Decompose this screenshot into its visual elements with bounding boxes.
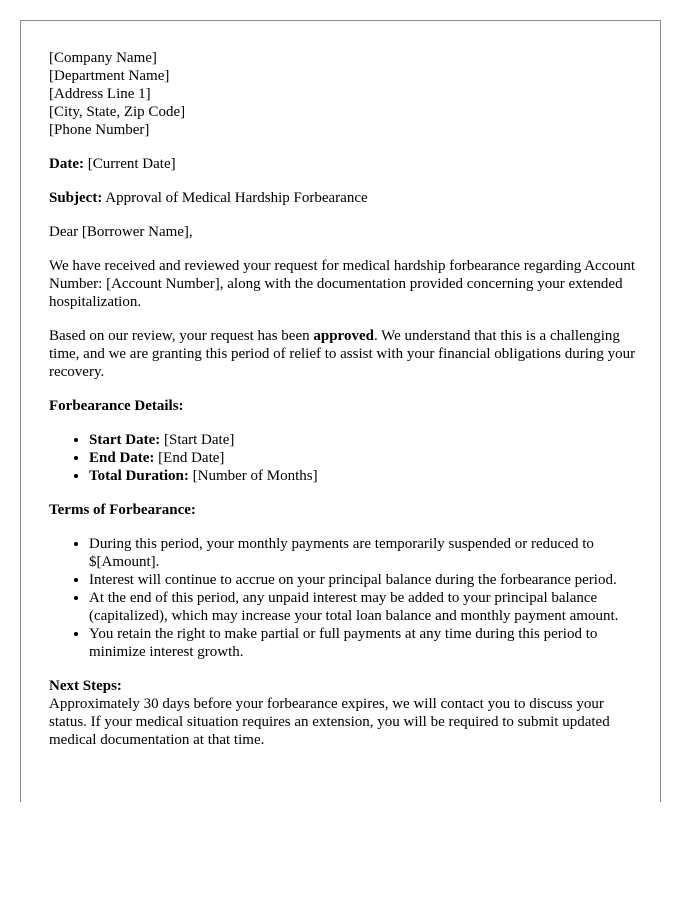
paragraph-approval — [49, 327, 639, 381]
details-item-end-date — [89, 449, 639, 467]
phone-number: [Phone Number] — [49, 122, 150, 138]
approval-text-after: . We understand that this is a challenging time, and we are granting this period of relief to assist with your financial obligations during your recovery. — [49, 328, 636, 380]
details-item-start-date — [89, 431, 639, 449]
terms-item: • You retain the right to make partial or full payments at any time during this period to minimize interest growth. — [89, 625, 639, 661]
next-steps-body: Approximately 30 days before your forbearance expires, we will contact you to discuss your status. If your medical situation requires an extension, you will be required to submit updated medical documentation at that time. — [49, 696, 610, 748]
details-item-label: End Date: — [89, 450, 155, 466]
details-item-value: [End Date] — [154, 450, 225, 466]
approval-bold: approved — [313, 328, 374, 344]
terms-heading: Terms of Forbearance: — [49, 502, 196, 518]
letter-page — [20, 20, 661, 802]
details-item-label: Total Duration: — [89, 468, 189, 484]
date-value: [Current Date] — [83, 156, 176, 172]
subject-value: Approval of Medical Hardship Forbearance — [102, 190, 368, 206]
forbearance-details-list — [49, 431, 639, 485]
forbearance-details-heading: Forbearance Details: — [49, 398, 184, 414]
greeting: Dear [Borrower Name], — [49, 224, 193, 240]
paragraph-request-received: We have received and reviewed your request for medical hardship forbearance regarding Account Number: [Account Number], along with the documentation provided concerning your extended hospitalization. — [49, 258, 636, 310]
details-item-label: Start Date: — [89, 432, 161, 448]
sender-address — [49, 49, 639, 139]
city-state-zip: [City, State, Zip Code] — [49, 104, 186, 120]
next-steps-heading: Next Steps: — [49, 678, 122, 694]
details-item-total-duration — [89, 467, 639, 485]
approval-text-before: Based on our review, your request has been — [49, 328, 314, 344]
date-line — [49, 155, 639, 173]
subject-label: Subject: — [49, 190, 103, 206]
company-name: [Company Name] — [49, 50, 157, 66]
details-item-value: [Number of Months] — [188, 468, 318, 484]
subject-line — [49, 189, 639, 207]
terms-item: • During this period, your monthly payments are temporarily suspended or reduced to $[Amount]. — [89, 535, 639, 571]
date-label: Date: — [49, 156, 84, 172]
address-line-1: [Address Line 1] — [49, 86, 151, 102]
details-item-value: [Start Date] — [160, 432, 235, 448]
letter-content — [49, 49, 639, 749]
terms-item: • At the end of this period, any unpaid interest may be added to your principal balance (capitalized), which may increase your total loan balance and monthly payment amount. — [89, 589, 639, 625]
terms-list — [49, 535, 639, 661]
terms-item: • Interest will continue to accrue on your principal balance during the forbearance period. — [89, 571, 639, 589]
department-name: [Department Name] — [49, 68, 170, 84]
